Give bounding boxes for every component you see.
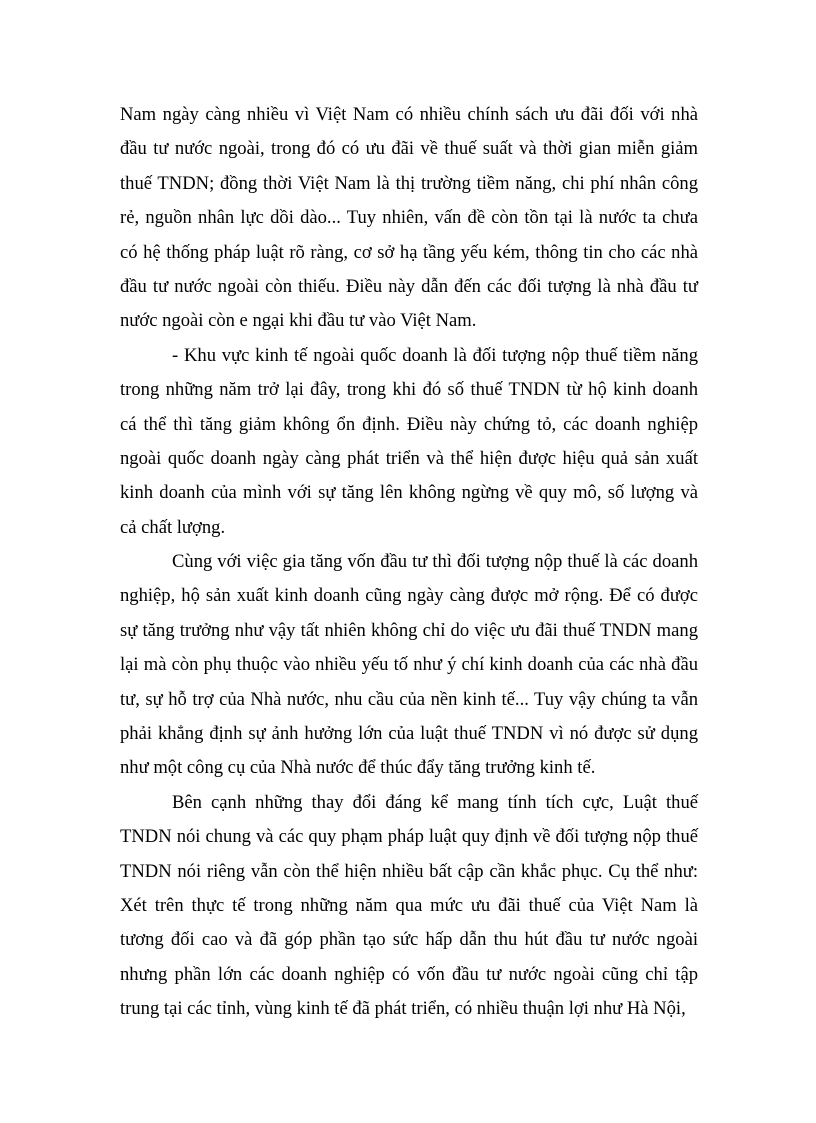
paragraph-3	[120, 545, 698, 786]
text-line: cá thể thì tăng giảm không ổn định. Điều này chứng tỏ, các doanh nghiệp	[120, 413, 698, 435]
text-line: thuế TNDN; đồng thời Việt Nam là thị trường tiềm năng, chi phí nhân công	[120, 172, 698, 194]
body-text	[120, 98, 698, 1027]
text-line: lại mà còn phụ thuộc vào nhiều yếu tố như ý chí kinh doanh của các nhà đầu	[120, 654, 698, 676]
text-line: đầu tư nước ngoài, trong đó có ưu đãi về thuế suất và thời gian miễn giảm	[120, 138, 698, 160]
text-line: như một công cụ của Nhà nước để thúc đẩy tăng trưởng kinh tế.	[120, 757, 596, 779]
text-line: nước ngoài còn e ngại khi đầu tư vào Việt Nam.	[120, 310, 477, 332]
text-line: Bên cạnh những thay đổi đáng kể mang tính tích cực, Luật thuế	[172, 791, 698, 813]
text-line: cả chất lượng.	[120, 516, 226, 538]
text-line: đầu tư nước ngoài còn thiếu. Điều này dẫn đến các đối tượng là nhà đầu tư	[120, 275, 698, 297]
text-line: TNDN nói riêng vẫn còn thể hiện nhiều bất cập cần khắc phục. Cụ thể như:	[120, 860, 698, 882]
text-line: kinh doanh của mình với sự tăng lên không ngừng về quy mô, số lượng và	[120, 482, 698, 504]
text-line: tư, sự hỗ trợ của Nhà nước, nhu cầu của nền kinh tế... Tuy vậy chúng ta vẫn	[120, 688, 698, 710]
text-line: - Khu vực kinh tế ngoài quốc doanh là đối tượng nộp thuế tiềm năng	[172, 344, 698, 366]
text-line: nhưng phần lớn các doanh nghiệp có vốn đầu tư nước ngoài cũng chỉ tập	[120, 963, 698, 985]
text-line: ngoài quốc doanh ngày càng phát triển và thể hiện được hiệu quả sản xuất	[120, 447, 698, 469]
text-line: sự tăng trưởng như vậy tất nhiên không chỉ do việc ưu đãi thuế TNDN mang	[120, 619, 698, 641]
text-line: trong những năm trở lại đây, trong khi đó số thuế TNDN từ hộ kinh doanh	[120, 379, 698, 401]
text-line: nghiệp, hộ sản xuất kinh doanh cũng ngày càng được mở rộng. Để có được	[120, 585, 698, 607]
paragraph-1	[120, 98, 698, 339]
text-line: Nam ngày càng nhiều vì Việt Nam có nhiều chính sách ưu đãi đối với nhà	[120, 104, 698, 125]
text-line: có hệ thống pháp luật rõ ràng, cơ sở hạ tầng yếu kém, thông tin cho các nhà	[120, 241, 698, 263]
paragraph-2	[120, 339, 698, 545]
paragraph-4	[120, 786, 698, 1027]
text-line: phải khẳng định sự ảnh hưởng lớn của luật thuế TNDN vì nó được sử dụng	[120, 723, 698, 745]
text-line: TNDN nói chung và các quy phạm pháp luật quy định về đối tượng nộp thuế	[120, 826, 698, 848]
text-line: trung tại các tỉnh, vùng kinh tế đã phát triển, có nhiều thuận lợi như Hà Nội,	[120, 998, 686, 1020]
text-line: Cùng với việc gia tăng vốn đầu tư thì đối tượng nộp thuế là các doanh	[172, 551, 698, 573]
text-line: Xét trên thực tế trong những năm qua mức ưu đãi thuế của Việt Nam là	[120, 894, 698, 916]
text-line: rẻ, nguồn nhân lực dồi dào... Tuy nhiên, vấn đề còn tồn tại là nước ta chưa	[120, 207, 698, 229]
text-line: tương đối cao và đã góp phần tạo sức hấp dẫn thu hút đầu tư nước ngoài	[120, 929, 698, 951]
